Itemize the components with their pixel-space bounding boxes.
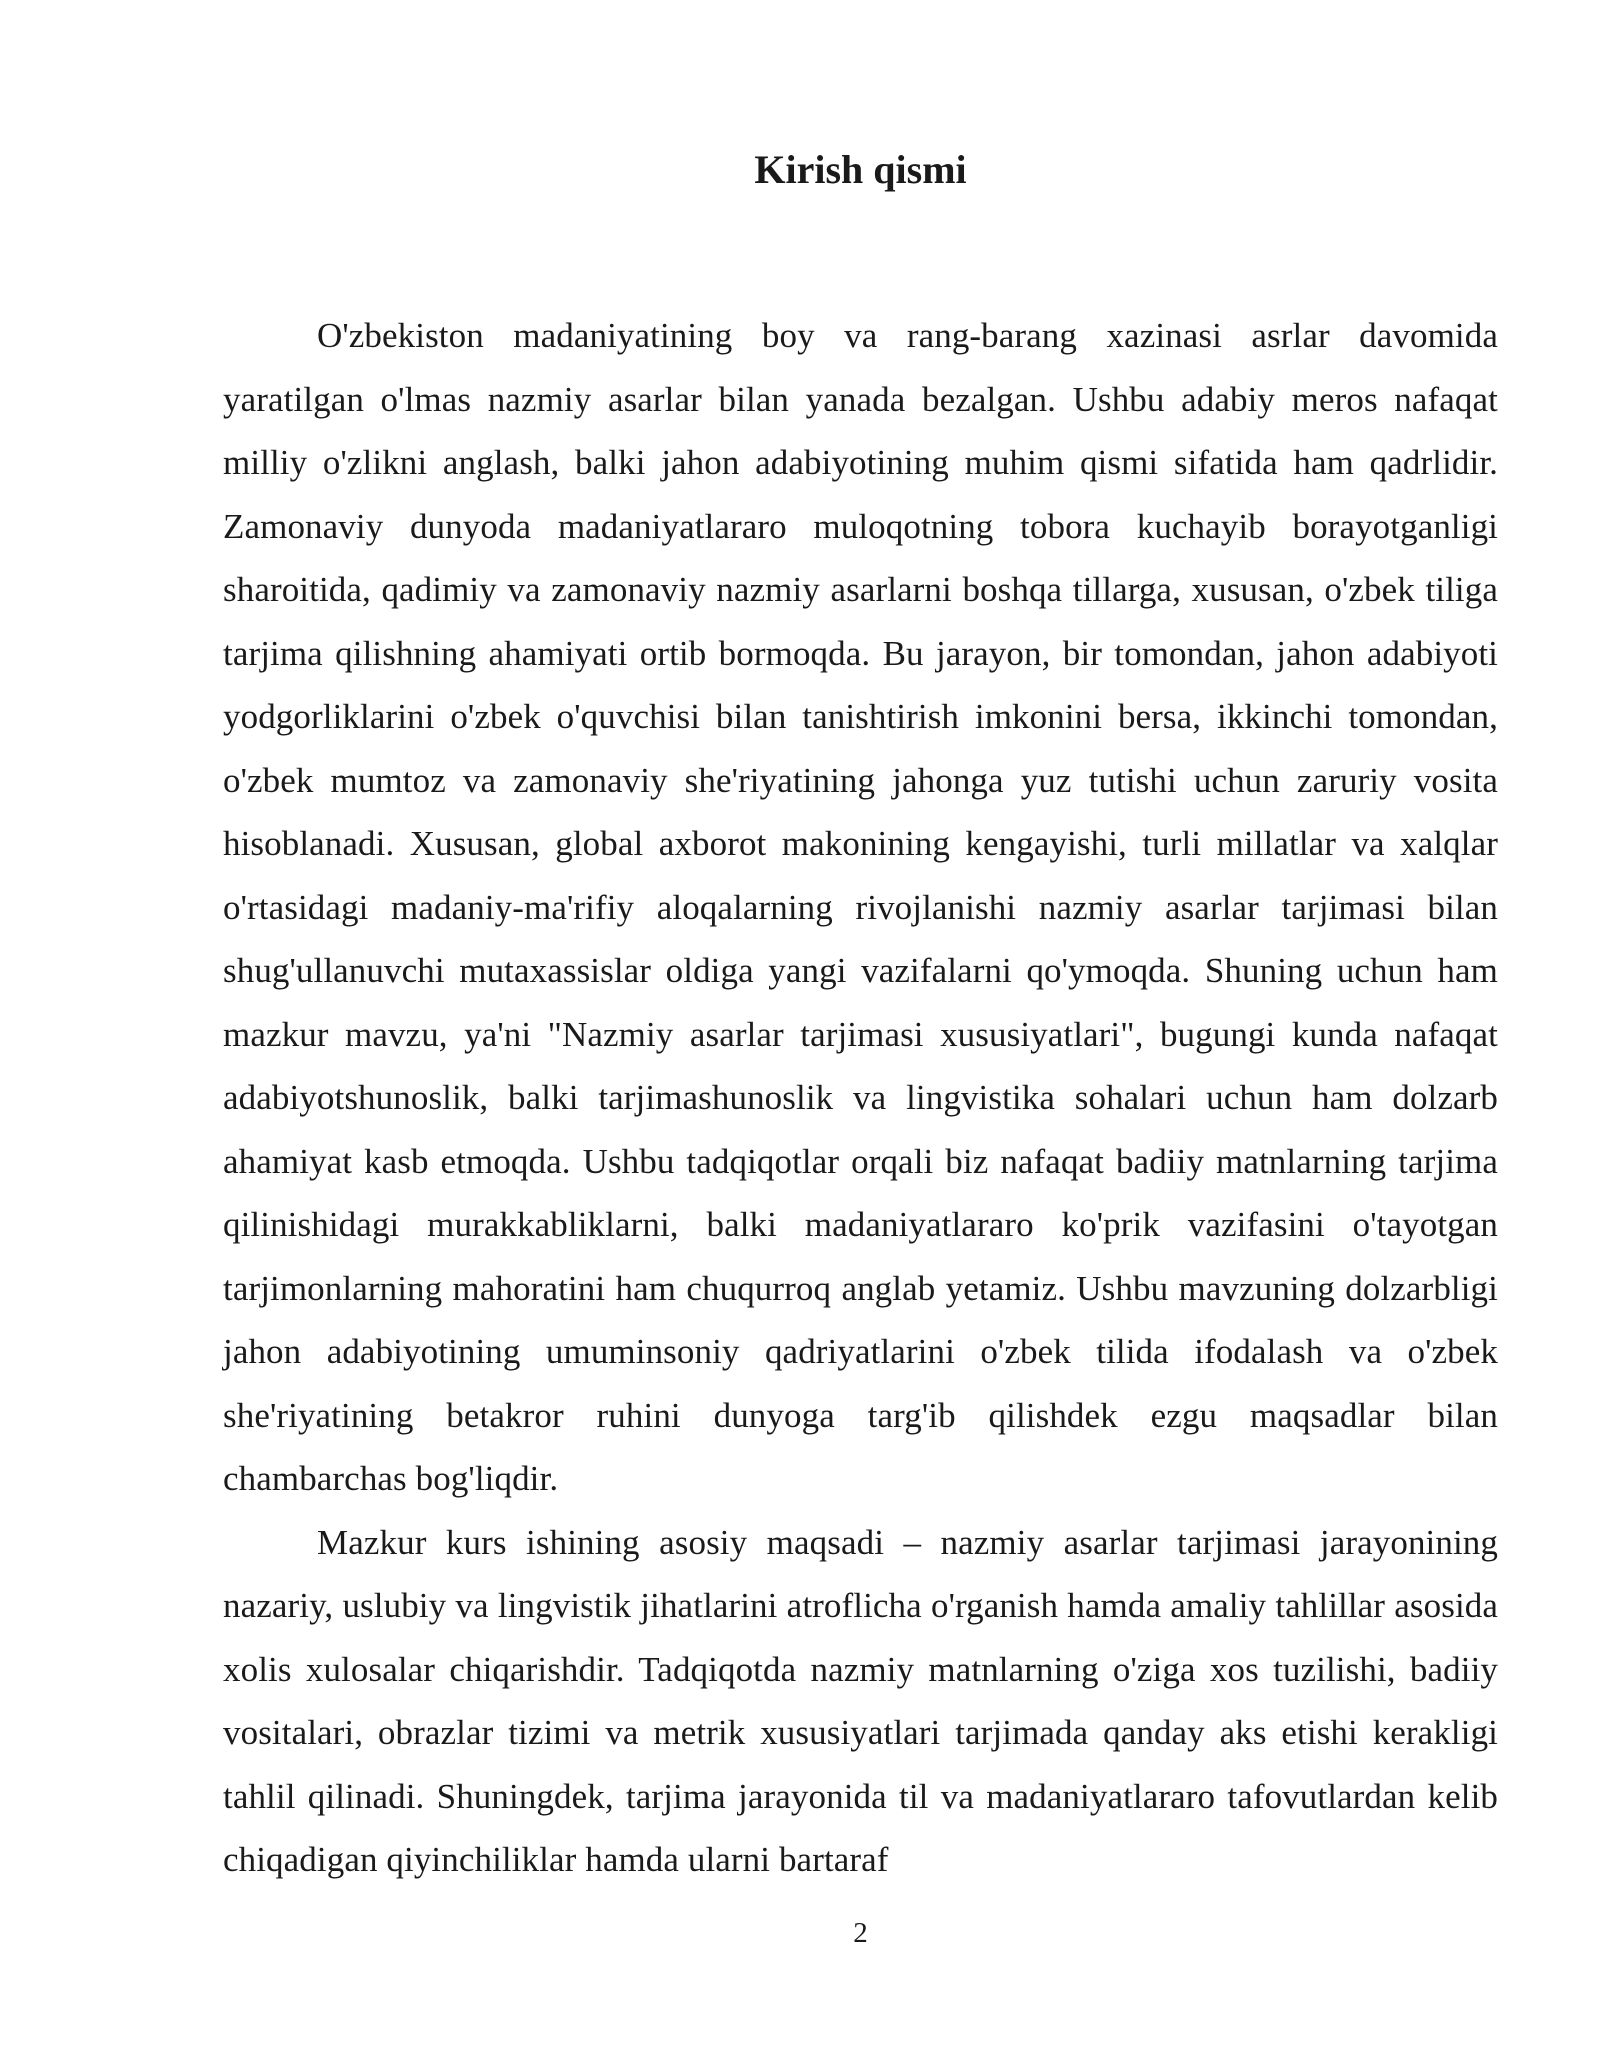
paragraph-1: O'zbekiston madaniyatining boy va rang-barang xazinasi asrlar davomida yaratilgan o'lmas nazmiy asarlar bilan yanada bezalgan. Ushbu adabiy meros nafaqat milliy o'zlikni anglash, balki jahon adabiyotining muhim qismi sifatida ham qadrlidir. Zamonaviy dunyoda madaniyatlararo muloqotning tobora kuchayib borayotganligi sharoitida, qadimiy va zamonaviy nazmiy asarlarni boshqa tillarga, xususan, o'zbek tiliga tarjima qilishning ahamiyati ortib bormoqda. Bu jarayon, bir tomondan, jahon adabiyoti yodgorliklarini o'zbek o'quvchisi bilan tanishtirish imkonini bersa, ikkinchi tomondan, o'zbek mumtoz va zamonaviy she'riyatining jahonga yuz tutishi uchun zaruriy vosita hisoblanadi. Xususan, global axborot makonining kengayishi, turli millatlar va xalqlar o'rtasidagi madaniy-ma'rifiy aloqalarning rivojlanishi nazmiy asarlar tarjimasi bilan shug'ullanuvchi mutaxassislar oldiga yangi vazifalarni qo'ymoqda. Shuning uchun ham mazkur mavzu, ya'ni "Nazmiy asarlar tarjimasi xususiyatlari", bugungi kunda nafaqat adabiyotshunoslik, balki tarjimashunoslik va lingvistika sohalari uchun ham dolzarb ahamiyat kasb etmoqda. Ushbu tadqiqotlar orqali biz nafaqat badiiy matnlarning tarjima qilinishidagi murakkabliklarni, balki madaniyatlararo ko'prik vazifasini o'tayotgan tarjimonlarning mahoratini ham chuqurroq anglab yetamiz. Ushbu mavzuning dolzarbligi jahon adabiyotining umuminsoniy qadriyatlarini o'zbek tilida ifodalash va o'zbek she'riyatining betakror ruhini dunyoga targ'ib qilishdek ezgu maqsadlar bilan chambarchas bog'liqdir.: [223, 316, 1498, 1498]
page-number: 2: [853, 1917, 868, 1949]
paragraph-2: Mazkur kurs ishining asosiy maqsadi – nazmiy asarlar tarjimasi jarayonining nazariy, uslubiy va lingvistik jihatlarini atroflicha o'rganish hamda amaliy tahlillar asosida xolis xulosalar chiqarishdir. Tadqiqotda nazmiy matnlarning o'ziga xos tuzilishi, badiiy vositalari, obrazlar tizimi va metrik xususiyatlari tarjimada qanday aks etishi kerakligi tahlil qilinadi. Shuningdek, tarjima jarayonida til va madaniyatlararo tafovutlardan kelib chiqadigan qiyinchiliklar hamda ularni bartaraf: [223, 1522, 1498, 1879]
body-text: [223, 304, 1498, 1892]
page-title: Kirish qismi: [754, 147, 967, 192]
